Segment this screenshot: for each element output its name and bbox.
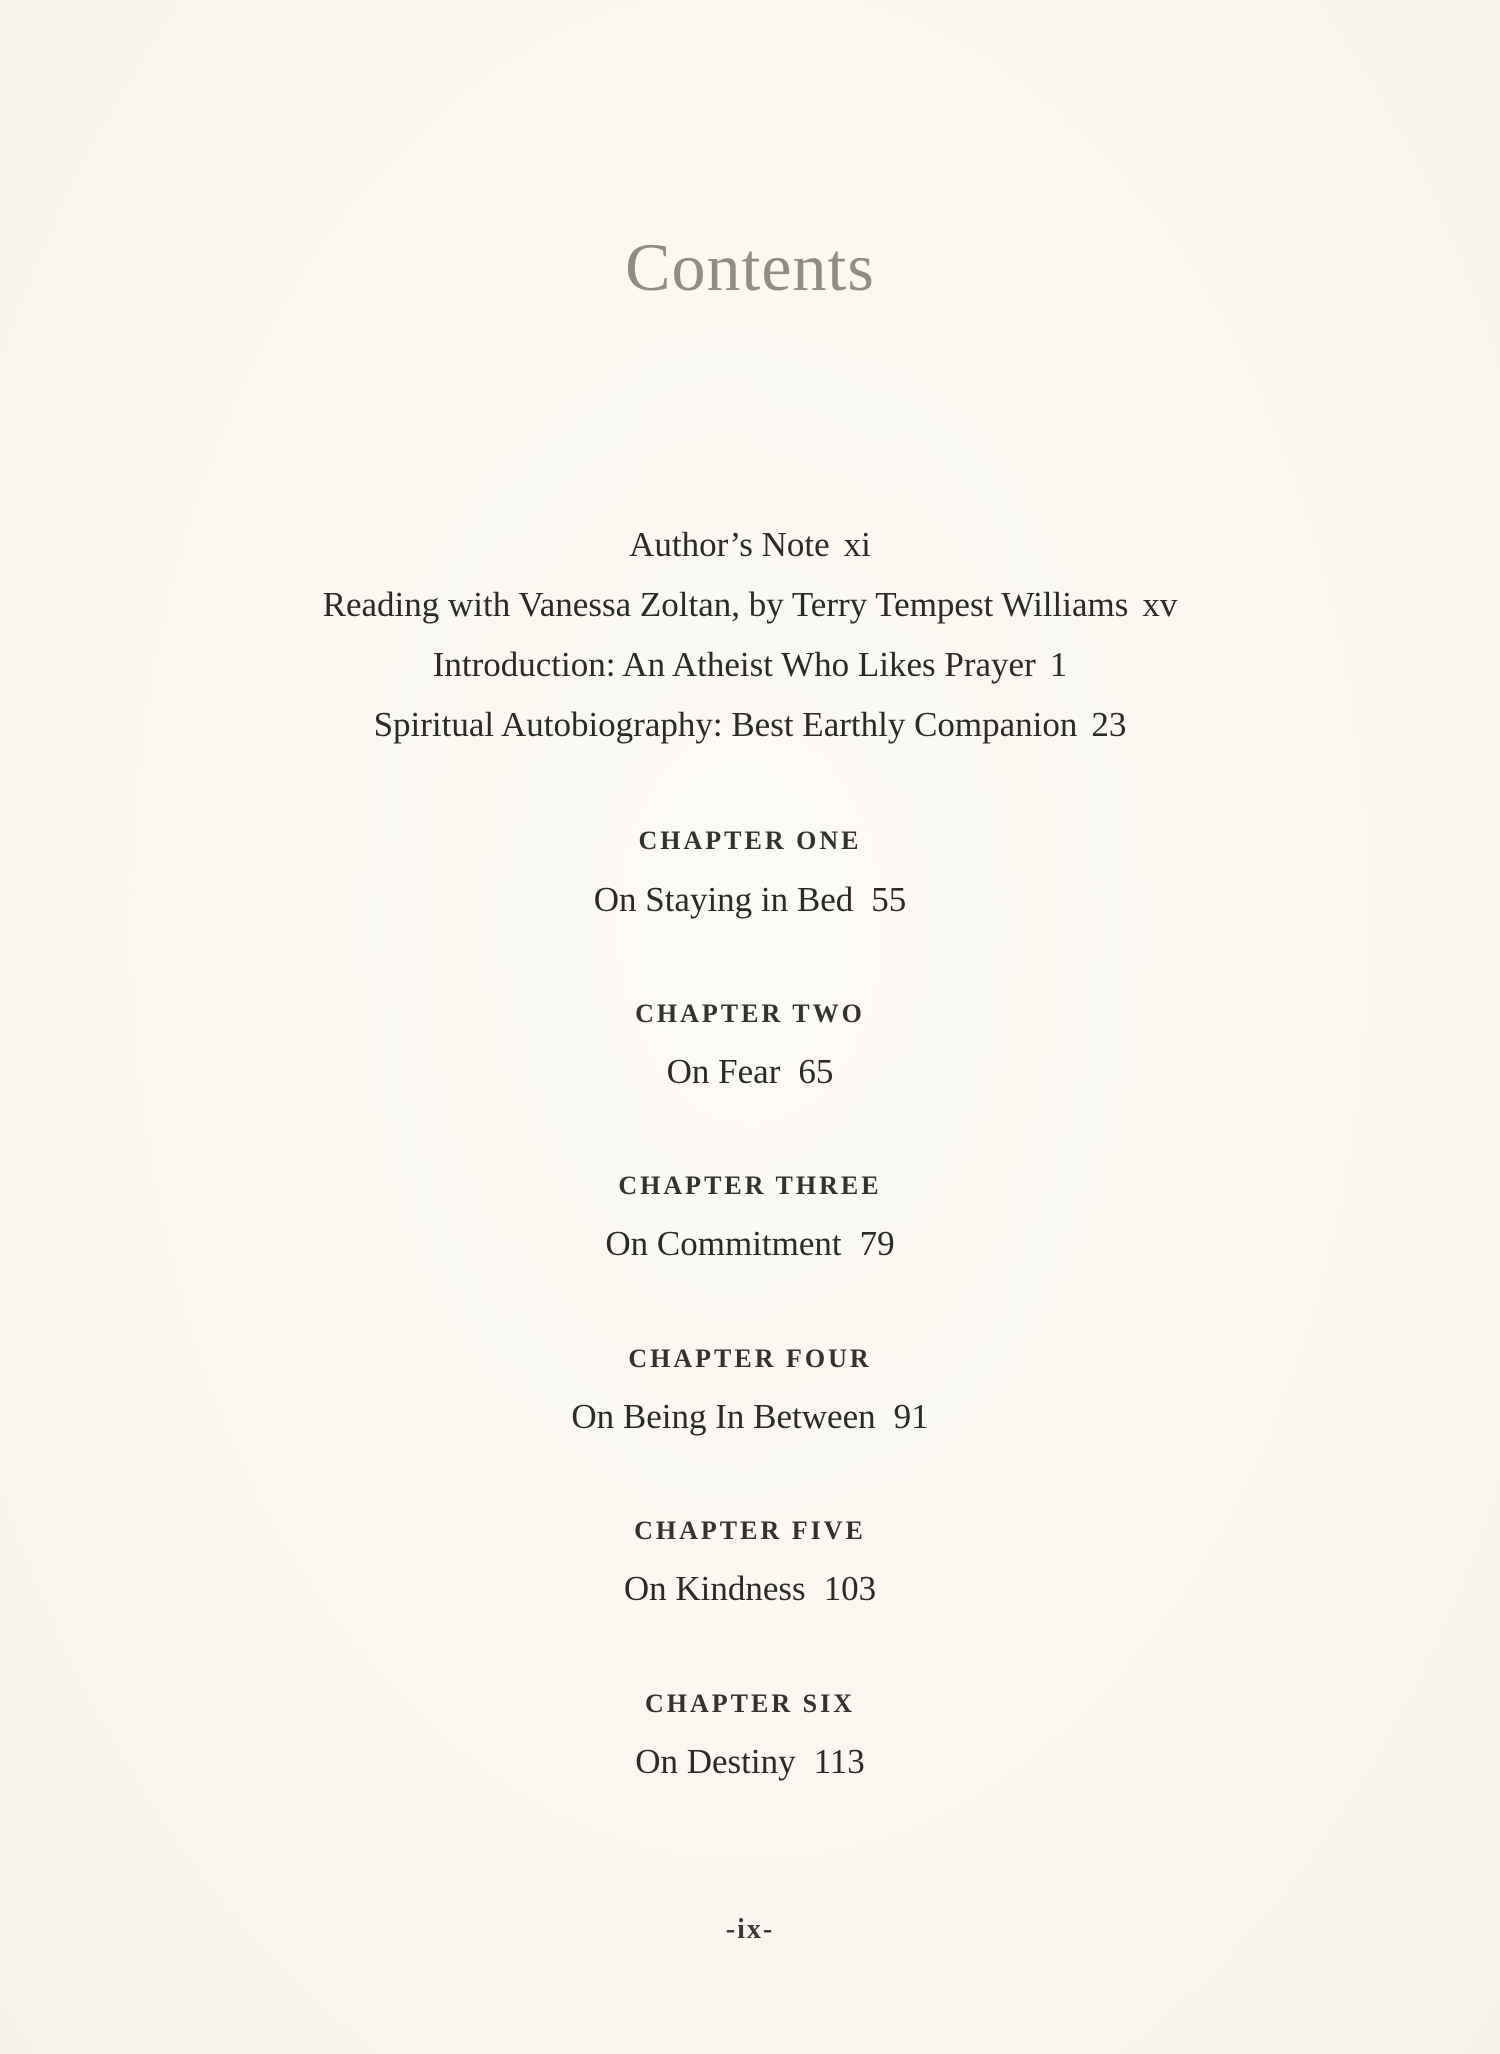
toc-entry-authors-note [0, 525, 1500, 565]
chapter-page: 103 [823, 1569, 877, 1608]
chapter-entry [0, 880, 1500, 920]
toc-entry-spiritual-autobiography [0, 705, 1500, 745]
chapter-title: On Commitment [605, 1224, 842, 1263]
chapter-label: CHAPTER SIX [645, 1689, 855, 1718]
toc-entry-title: Introduction: An Atheist Who Likes Prayer [432, 645, 1036, 684]
chapter-entry [0, 1052, 1500, 1092]
chapter-page: 113 [813, 1742, 865, 1781]
toc-entry-title: Author’s Note [629, 525, 830, 564]
chapter-label: CHAPTER FOUR [628, 1344, 872, 1373]
toc-entry-page: xv [1142, 585, 1178, 624]
chapter-title: On Staying in Bed [593, 880, 854, 919]
page-title: Contents [625, 229, 875, 305]
chapter-page: 91 [893, 1397, 929, 1436]
toc-entry-introduction [0, 645, 1500, 685]
toc-entry-title: Spiritual Autobiography: Best Earthly Companion [373, 705, 1078, 744]
chapter-label: CHAPTER TWO [635, 999, 865, 1028]
page-number: -ix- [725, 1914, 775, 1945]
chapter-label: CHAPTER ONE [638, 826, 862, 855]
toc-entry-title: Reading with Vanessa Zoltan, by Terry Tempest Williams [322, 585, 1129, 624]
chapter-title: On Destiny [635, 1742, 796, 1781]
chapter-title: On Being In Between [571, 1397, 876, 1436]
chapter-page: 79 [859, 1224, 895, 1263]
chapter-title: On Fear [666, 1052, 781, 1091]
chapter-page: 55 [871, 880, 907, 919]
chapter-label: CHAPTER THREE [618, 1171, 882, 1200]
toc-entry-page: xi [843, 525, 871, 564]
chapter-title: On Kindness [623, 1569, 806, 1608]
chapter-entry [0, 1397, 1500, 1437]
chapter-entry [0, 1224, 1500, 1264]
chapter-entry [0, 1569, 1500, 1609]
chapter-label: CHAPTER FIVE [634, 1516, 866, 1545]
toc-entry-page: 1 [1049, 645, 1068, 684]
chapter-entry [0, 1742, 1500, 1782]
toc-entry-reading [0, 585, 1500, 625]
chapter-page: 65 [798, 1052, 834, 1091]
toc-entry-page: 23 [1091, 705, 1127, 744]
